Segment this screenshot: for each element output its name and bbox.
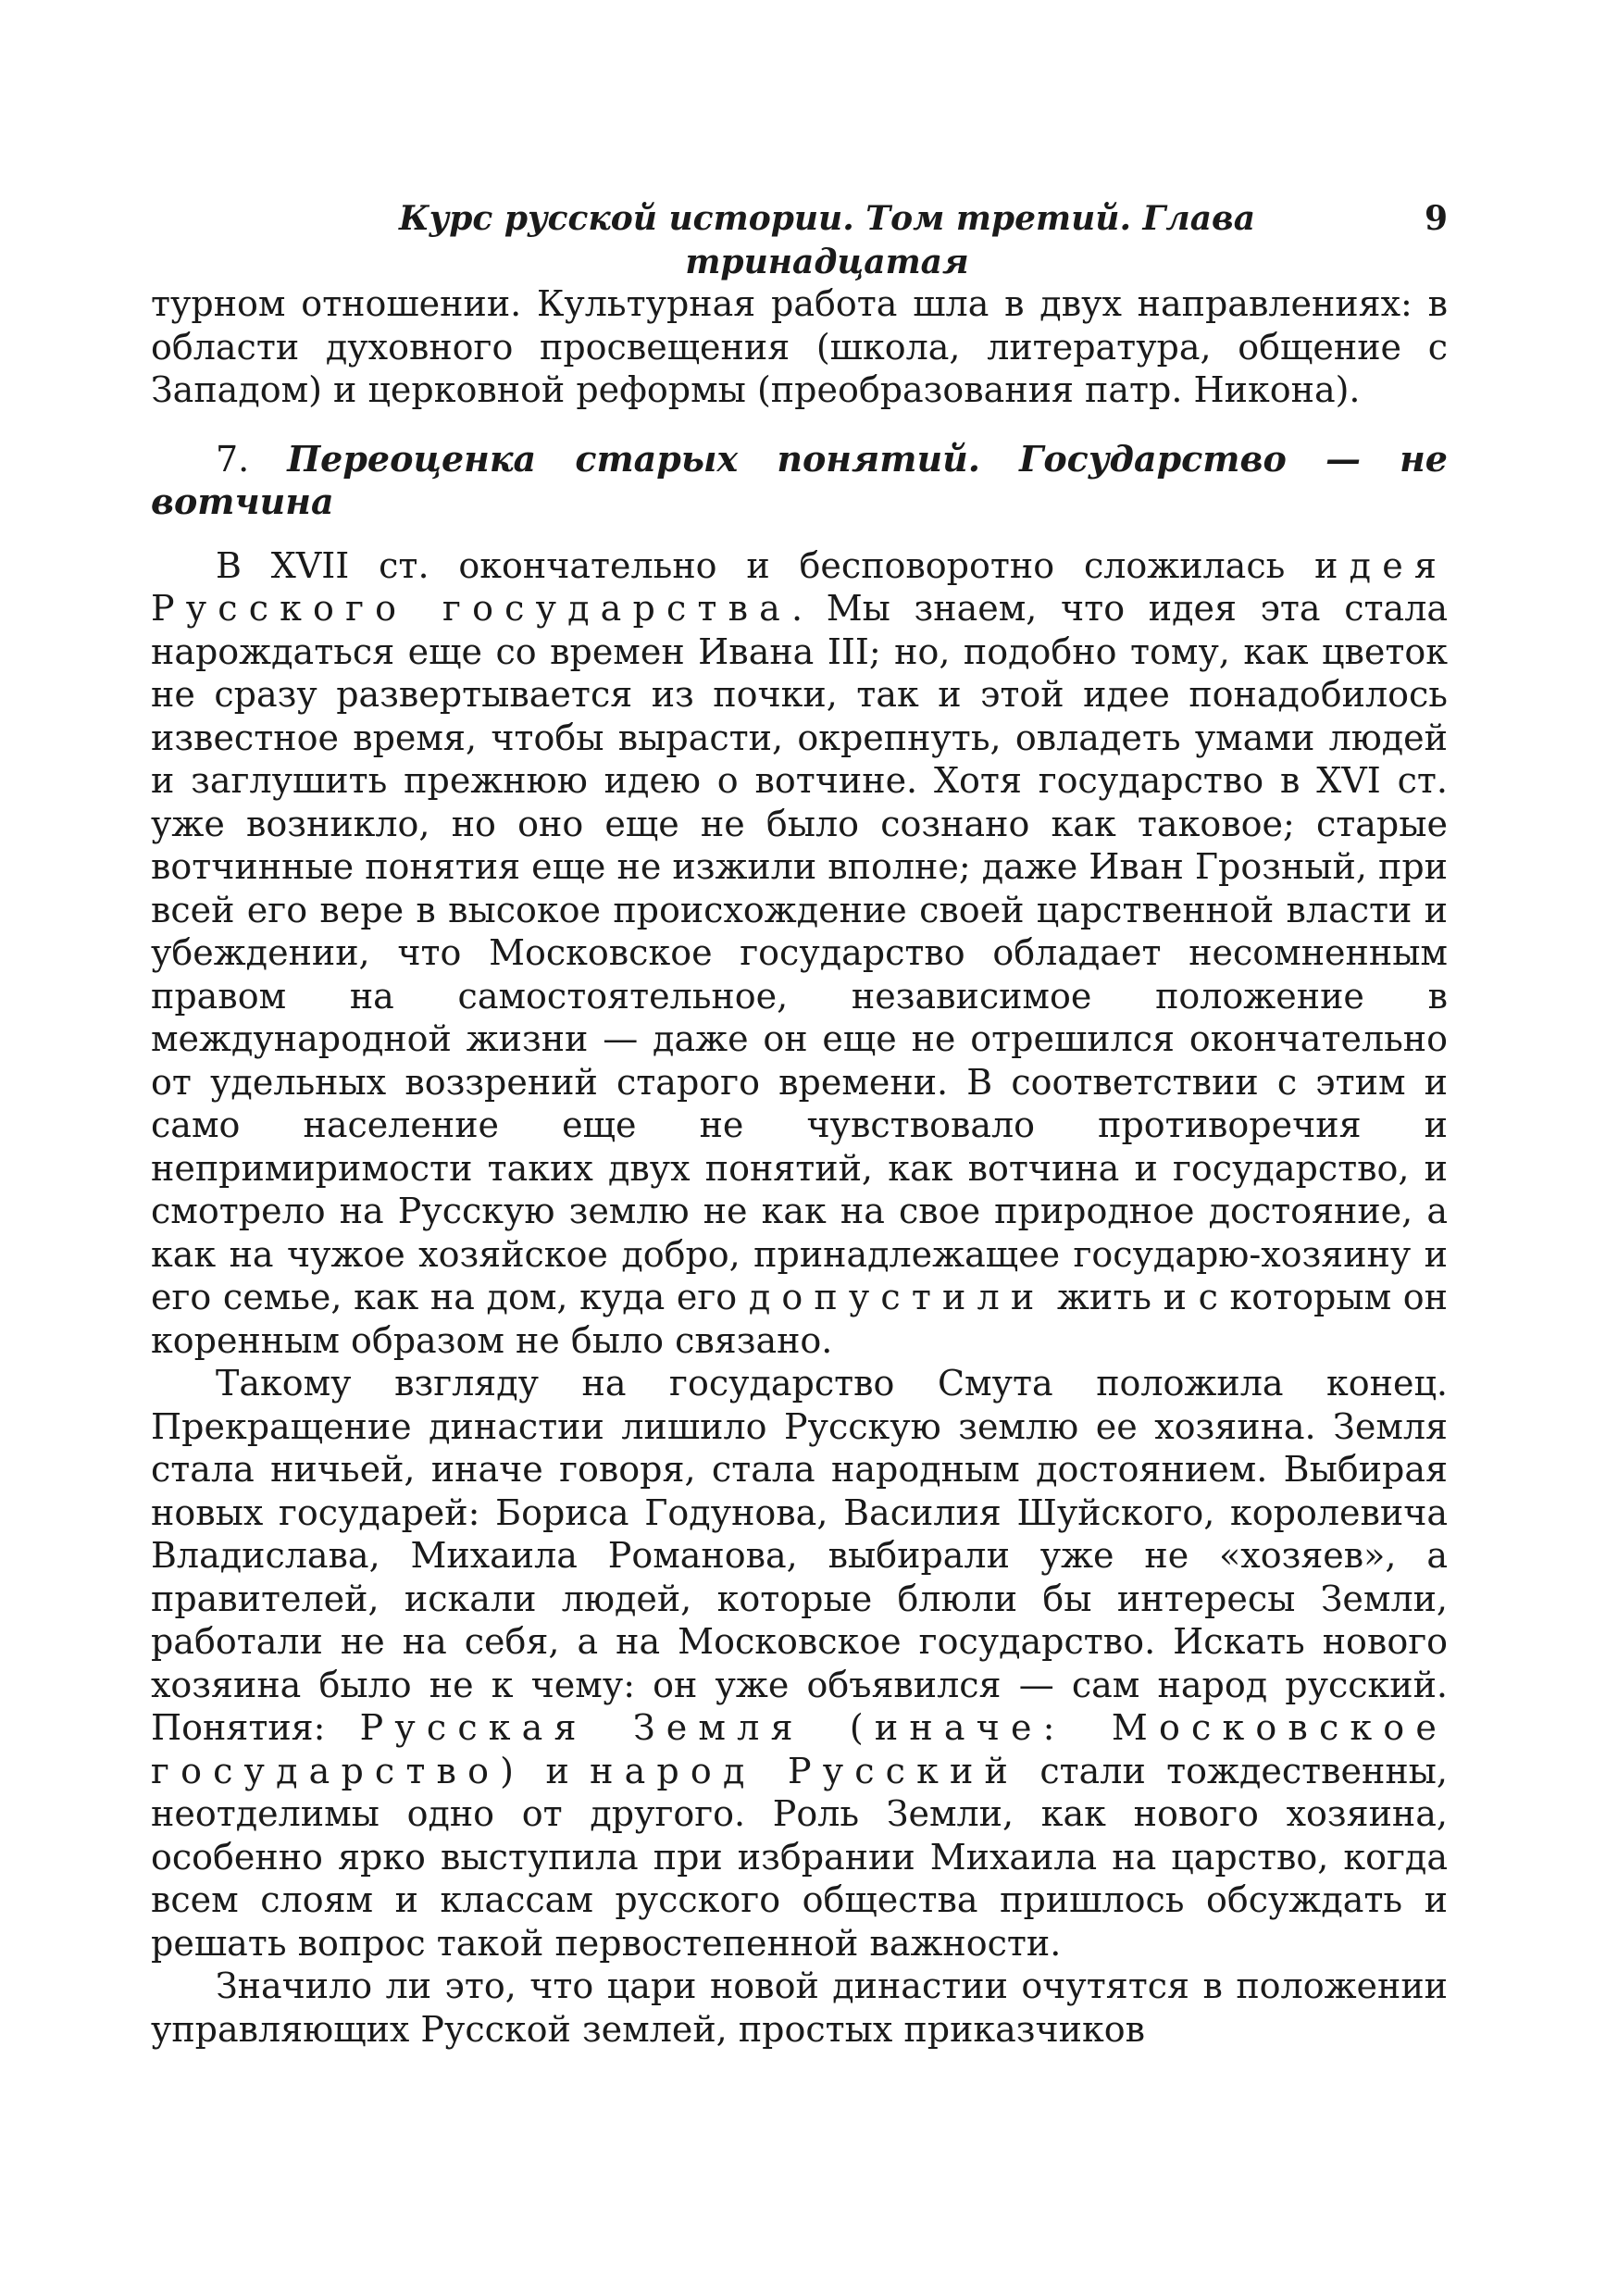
spaced-emphasis: допустили <box>748 1277 1046 1317</box>
spaced-emphasis: народ Русский <box>590 1750 1020 1791</box>
spaced-emphasis: идея Русского государства <box>151 544 1448 629</box>
page-number: 9 <box>1424 199 1448 238</box>
running-header <box>151 197 1448 281</box>
text-run: стали тождественны, неотделимы одно от другого. Роль Земли, как нового хозяина, особенно ярко выступила при избрании Михаила на царство, когда всем слоям и классам русского общества пришлось обсуждать и решать вопрос такой первостепенной важности. <box>151 1750 1448 1964</box>
paragraph-continued: турном отношении. Культурная работа шла в двух направлениях: в области духовного просвещения (школа, литература, общение с Западом) и церковной реформы (преобразования патр. Никона). <box>151 283 1448 410</box>
paragraph-smuta <box>151 1362 1448 1965</box>
paragraph-idea-of-state <box>151 544 1448 1363</box>
text-run: Такому взгляду на государство Смута положила конец. Прекращение династии лишило Русскую землю ее хозяина. Земля стала ничьей, иначе говоря, стала народным достоянием. Выбирая новых государей: Бориса Годунова, Василия Шуйского, королевича Владислава, Михаила Романова, выбирали уже не «хозяев», а правителей, искали людей, которые блюли бы интересы Земли, работали не на себя, а на Московское государство. Искать нового хозяина было не к чему: он уже объявился — сам народ русский. Понятия: <box>151 1363 1448 1748</box>
text-run: жить и с которым он коренным образом не было связано. <box>151 1277 1448 1361</box>
text-run: В XVII ст. окончательно и бесповоротно сложилась <box>216 544 1315 586</box>
section-number: 7. <box>216 438 250 480</box>
section-title: Переоценка старых понятий. Государство — не вотчина <box>151 437 1448 522</box>
spaced-emphasis: Русская Земля (иначе: Московское государство) <box>151 1707 1448 1791</box>
paragraph-new-dynasty: Значило ли это, что цари новой династии очутятся в положении управляющих Русской землей, простых приказчиков <box>151 1965 1448 2050</box>
text-run: . Мы знаем, что идея эта стала нарождаться еще со времен Ивана III; но, подобно тому, как цветок не сразу развертывается из почки, так и этой идее понадобилось известное время, чтобы вырасти, окрепнуть, овладеть умами людей и заглушить прежнюю идею о вотчине. Хотя государство в XVI ст. уже возникло, но оно еще не было сознано как таковое; старые вотчинные понятия еще не изжили вполне; даже Иван Грозный, при всей его вере в высокое происхождение своей царственной власти и убеждении, что Московское государство обладает несомненным правом на самостоятельное, независимое положение в международной жизни — даже он еще не отрешился окончательно от удельных воззрений старого времени. В соответствии с этим и само население еще не чувствовало противоречия и непримиримости таких двух понятий, как вотчина и государство, и смотрело на Русскую землю не как на свое природное достояние, а как на чужое хозяйское добро, принадлежащее государю-хозяину и его семье, как на дом, куда его <box>151 588 1449 1317</box>
running-title: Курс русской истории. Том третий. Глава тринадцатая <box>398 199 1256 281</box>
section-heading <box>151 438 1448 524</box>
text-run: и <box>525 1750 591 1791</box>
